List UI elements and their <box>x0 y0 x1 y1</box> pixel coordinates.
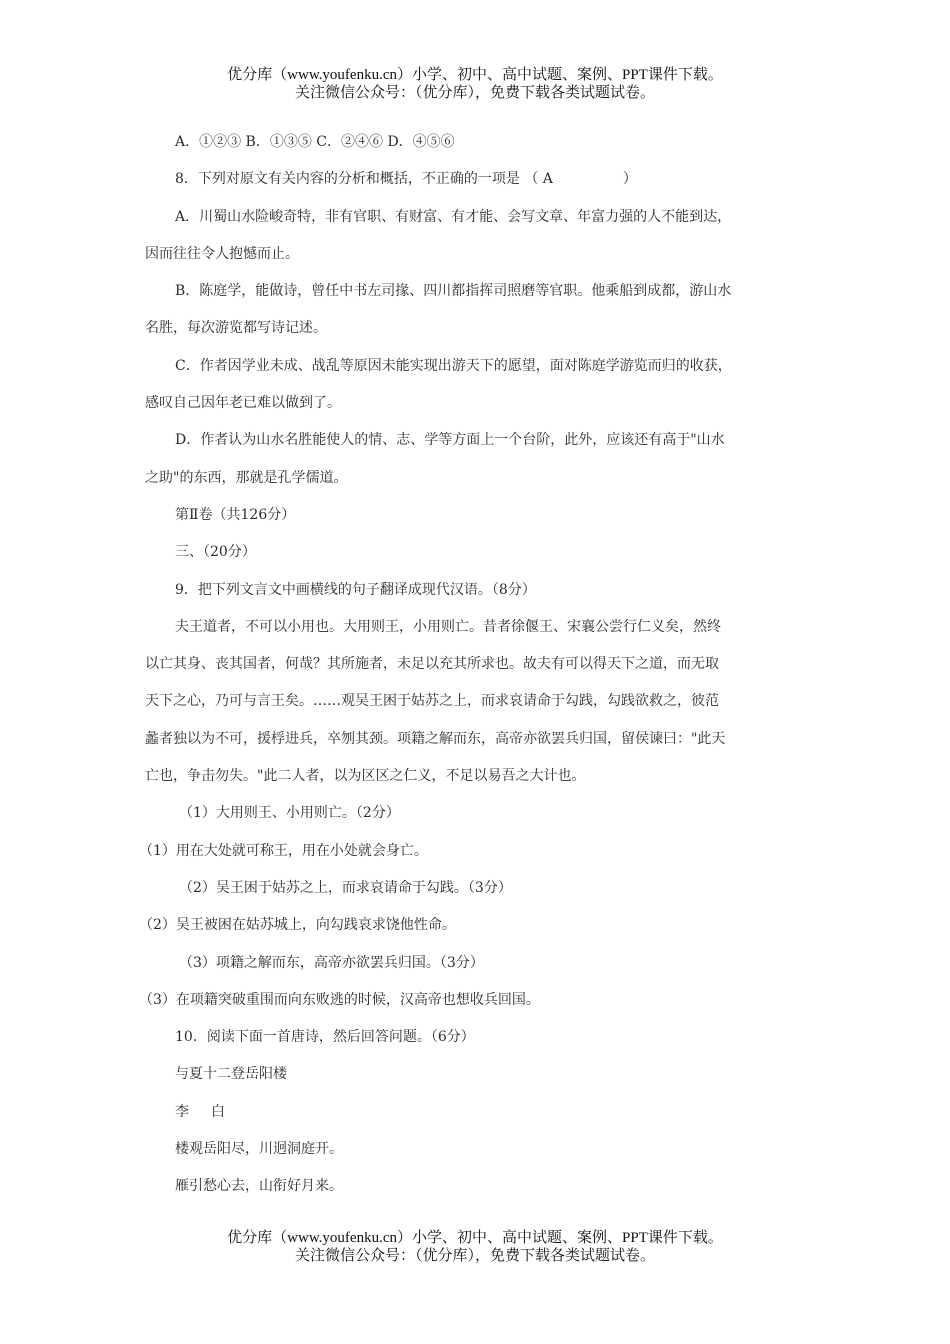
poet-family-name: 李 <box>175 1103 189 1120</box>
q8-option-d-line2: 之助"的东西，那就是孔学儒道。 <box>145 469 348 486</box>
q8-option-c-line2: 感叹自己因年老已难以做到了。 <box>145 395 341 412</box>
q10-stem: 10．阅读下面一首唐诗，然后回答问题。（6分） <box>175 1029 475 1046</box>
q9-sub-3-answer: （3）在项籍突破重围而向东败逃的时候，汉高帝也想收兵回国。 <box>139 991 540 1008</box>
poem-title: 与夏十二登岳阳楼 <box>175 1066 287 1083</box>
footer-line-2: 关注微信公众号：（优分库），免费下载各类试题试卷。 <box>294 1248 655 1264</box>
q9-stem: 9．把下列文言文中画横线的句子翻译成现代汉语。（8分） <box>175 581 536 598</box>
poem-author <box>145 1094 807 1131</box>
q8-option-d-line1: D．作者认为山水名胜能使人的情、志、学等方面上一个台阶，此外，应该还有高于"山水 <box>175 432 725 449</box>
passage-line-2: 以亡其身、丧其国者，何哉？其所施者，未足以充其所求也。故夫有可以得天下之道，而无取 <box>145 656 719 673</box>
q8-stem-close: ） <box>622 171 637 188</box>
q8-option-a-line2: 因而往往令人抱憾而止。 <box>145 245 299 262</box>
q8-option-a-line1: A．川蜀山水险峻奇特，非有官职、有财富、有才能、会写文章、年富力强的人不能到达， <box>175 208 732 225</box>
q8-option-b-line1: B．陈庭学，能做诗，曾任中书左司掾、四川都指挥司照磨等官职。他乘船到成都，游山水 <box>175 283 732 300</box>
q9-sub-2: （2）吴王困于姑苏之上，而求哀请命于勾践。（3分） <box>179 879 512 896</box>
poem-line-1: 楼观岳阳尽，川迥洞庭开。 <box>175 1141 343 1158</box>
passage-line-1: 夫王道者，不可以小用也。大用则王，小用则亡。昔者徐偃王、宋襄公尝行仁义矣，然终 <box>175 618 721 635</box>
q8-option-c-line1: C．作者因学业未成、战乱等原因未能实现出游天下的愿望，面对陈庭学游览而归的收获， <box>175 357 732 374</box>
footer-line-1: 优分库（www.youfenku.cn）小学、初中、高中试题、案例、PPT课件下载。 <box>227 1230 723 1246</box>
q9-sub-1: （1）大用则王、小用则亡。（2分） <box>179 805 400 822</box>
q7-options: A．①②③ B．①③⑤ C．②④⑥ D．④⑤⑥ <box>175 134 455 150</box>
part-two-heading: 第Ⅱ卷（共126分） <box>175 506 296 523</box>
q9-sub-1-answer: （1）用在大处就可称王，用在小处就会身亡。 <box>139 842 428 859</box>
passage-line-4: 蠡者独以为不可，援桴进兵，卒刎其颈。项籍之解而东，高帝亦欲罢兵归国，留侯谏曰："此天 <box>145 730 726 747</box>
q8-stem <box>145 161 807 198</box>
q8-stem-text: 8．下列对原文有关内容的分析和概括，不正确的一项是 （ A <box>175 171 553 188</box>
poet-given-name: 白 <box>211 1103 225 1120</box>
passage-line-5: 亡也，争击勿失。"此二人者，以为区区之仁义，不足以易吾之大计也。 <box>145 768 586 785</box>
q8-option-b-line2: 名胜，每次游览都写诗记述。 <box>145 320 327 337</box>
header-line-1: 优分库（www.youfenku.cn）小学、初中、高中试题、案例、PPT课件下载。 <box>227 67 723 83</box>
poem-line-2: 雁引愁心去，山衔好月来。 <box>175 1178 343 1195</box>
document-body <box>139 124 807 1206</box>
page-footer <box>0 1229 950 1265</box>
page-header <box>0 66 950 102</box>
q9-sub-3: （3）项籍之解而东，高帝亦欲罢兵归国。（3分） <box>179 954 484 971</box>
header-line-2: 关注微信公众号：（优分库），免费下载各类试题试卷。 <box>294 85 655 101</box>
section-three-heading: 三、（20分） <box>175 544 256 561</box>
q9-sub-2-answer: （2）吴王被困在姑苏城上，向勾践哀求饶他性命。 <box>139 917 456 934</box>
passage-line-3: 天下之心，乃可与言王矣。……观吴王困于姑苏之上，而求哀请命于勾践，勾践欲救之，彼范 <box>145 693 719 710</box>
